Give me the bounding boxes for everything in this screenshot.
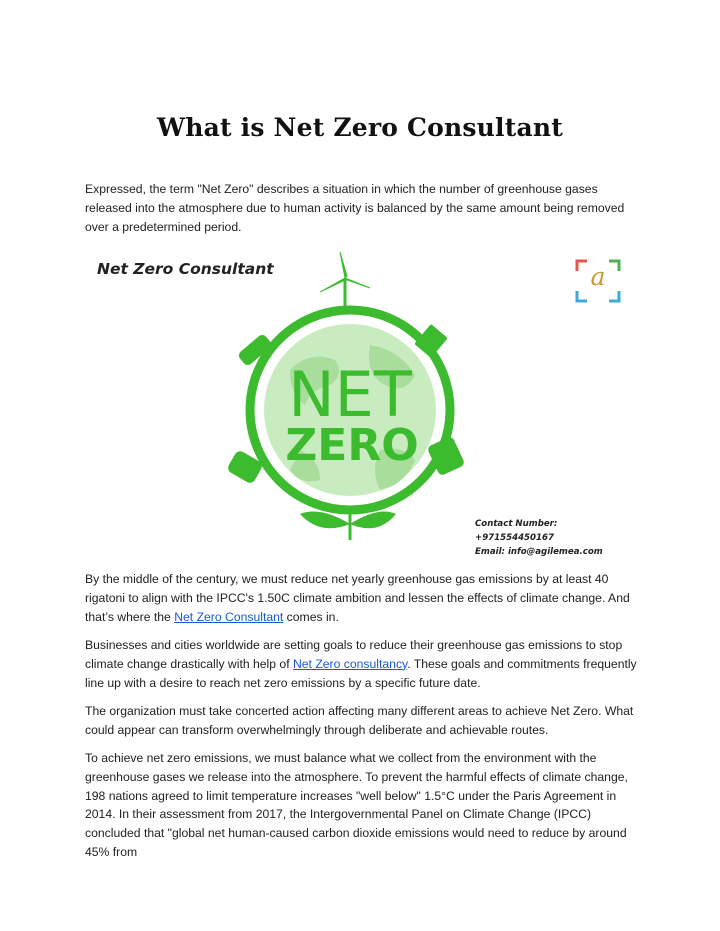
intro-paragraph: Expressed, the term "Net Zero" describes a situation in which the number of greenhouse gases released into the atmosphere due to human activity is balanced by the same amount being removed over a predetermined period.	[85, 182, 625, 234]
net-zero-globe-illustration	[220, 250, 480, 550]
wind-turbine-icon	[320, 252, 370, 312]
banner-heading: Net Zero Consultant	[97, 260, 274, 278]
agile-logo	[575, 259, 621, 303]
contact-info	[475, 517, 637, 559]
logo-letter: a	[590, 262, 606, 291]
net-zero-consultant-link[interactable]: Net Zero Consultant	[174, 609, 284, 624]
paragraph-1: By the middle of the century, we must reduce net yearly greenhouse gas emissions by at least 40 rigatoni to align with the IPCC's 1.50C climate ambition and lessen the effects of climate change. And that’s where the Net Zero Consultant comes in.	[85, 572, 630, 624]
net-label: NET	[288, 358, 412, 431]
contact-email: Email: info@agilemea.com	[475, 547, 603, 557]
page-title: What is Net Zero Consultant	[156, 113, 564, 142]
zero-label: ZERO	[285, 420, 419, 471]
solar-panel-icon	[414, 324, 448, 358]
net-zero-banner	[85, 245, 637, 555]
paragraph-3: The organization must take concerted action affecting many different areas to achieve Net Zero. What could appear can transform overwhelmingly through deliberate and achievable routes.	[85, 704, 634, 737]
paragraph-2: Businesses and cities worldwide are setting goals to reduce their greenhouse gas emissions to stop climate change drastically with help of Net Zero consultancy. These goals and commitments frequently line up with a desire to reach net zero emissions by a specific future date.	[85, 638, 637, 690]
paragraph-4: To achieve net zero emissions, we must balance what we collect from the environment with the greenhouse gases we release into the atmosphere. To prevent the harmful effects of climate change, 198 nations agreed to limit temperature increases "well below" 1.5°C under the Paris Agreement in 2014. In their assessment from 2017, the Intergovernmental Panel on Climate Change (IPCC) concluded that "global net human-caused carbon dioxide emissions would need to reduce by around 45% from	[85, 751, 628, 859]
net-zero-consultancy-link[interactable]: Net Zero consultancy	[292, 656, 408, 671]
contact-number: Contact Number: +971554450167	[475, 519, 558, 543]
